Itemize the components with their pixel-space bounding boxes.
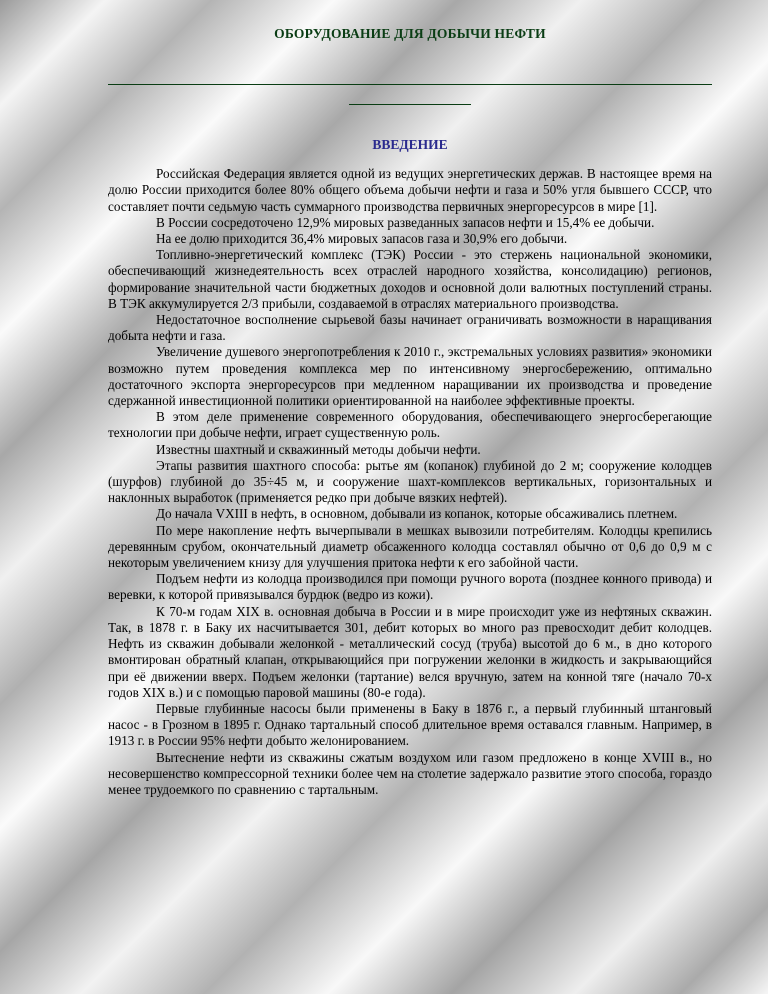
paragraph: На ее долю приходится 36,4% мировых запасов газа и 30,9% его добычи. [156, 231, 568, 247]
paragraph: В России сосредоточено 12,9% мировых разведанных запасов нефти и 15,4% ее добычи. [156, 214, 655, 230]
paragraph: К 70-м годам XIX в. основная добыча в России и в мире происходит уже из нефтяных скважин. Так, в 1878 г. в Баку их насчитывается 301, дебит которых во много раз превосходит дебит колодцев. Нефть из скважин добывали желонкой - металлический сосуд (труба) высотой до 6 м., в дно которого вмонтирован обратный клапан, открывающийся при погружении желонки в жидкость и закрывающийся при её движении вверх. Подъем желонки (тартание) велся вручную, затем на конной тяге (начало 70-х годов XIX в.) и с помощью паровой машины (80-е года). [108, 603, 712, 700]
paragraph: Вытеснение нефти из скважины сжатым воздухом или газом предложено в конце XVIII в., но несовершенство компрессорной техники более чем на столетие задержало развитие этого способа, гораздо менее трудоемкого по сравнению с тартальным. [108, 749, 712, 797]
document-content [108, 24, 712, 798]
paragraph: Известны шахтный и скважинный методы добычи нефти. [156, 441, 481, 457]
paragraph: Первые глубинные насосы были применены в Баку в 1876 г., а первый глубинный штанговый насос - в Грозном в 1895 г. Однако тартальный способ длительное время оставался главным. Например, в 1913 г. в России 95% нефти добыто желонированием. [108, 700, 712, 749]
section-heading: ВВЕДЕНИЕ [372, 137, 448, 152]
paragraph: Этапы развития шахтного способа: рытье ям (копанок) глубиной до 2 м; сооружение колодцев (шурфов) глубиной до 35÷45 м, и сооружение шахт-комплексов вертикальных, горизонтальных и наклонных выработок (применяется редко при добыче вязких нефтей). [108, 457, 712, 506]
paragraph: Подъем нефти из колодца производился при помощи ручного ворота (позднее конного привода) и веревки, к которой привязывался бурдюк (ведро из кожи). [108, 571, 712, 603]
paragraph: В этом деле применение современного оборудования, обеспечивающего энергосберегающие технологии при добыче нефти, играет существенную роль. [108, 409, 712, 441]
title-divider-short [349, 104, 471, 105]
document-title: ОБОРУДОВАНИЕ ДЛЯ ДОБЫЧИ НЕФТИ [274, 26, 546, 41]
document-body [108, 166, 712, 798]
title-divider-long [108, 84, 712, 85]
paragraph: Недостаточное восполнение сырьевой базы начинает ограничивать возможности в наращивания добыта нефти и газа. [108, 312, 712, 344]
paragraph: Российская Федерация является одной из ведущих энергетических держав. В настоящее время на долю России приходится более 80% общего объема добычи нефти и газа и 50% угля бывшего СССР, что составляет почти седьмую часть суммарного производства первичных энергоресурсов в мире [1]. [108, 166, 712, 214]
paragraph: Увеличение душевого энергопотребления к 2010 г., экстремальных условиях развития» экономики возможно путем проведения комплекса мер по интенсивному энергосбережению, оптимально достаточного экспорта энергоресурсов при медленном наращивании их производства и проведение сдержанной инвестиционной политики ориентированной на наиболее эффективные проекты. [108, 344, 712, 409]
paragraph: По мере накопление нефть вычерпывали в мешках вывозили потребителям. Колодцы крепились деревянным срубом, окончательный диаметр обсаженного колодца составлял обычно от 0,6 до 0,9 м с некоторым увеличением книзу для улучшения притока нефти к его забойной части. [108, 522, 712, 571]
paragraph: Топливно-энергетический комплекс (ТЭК) России - это стержень национальной экономики, обеспечивающий жизнедеятельность всех отраслей народного хозяйства, консолидацию) регионов, формирование значительной части бюджетных доходов и основной доли валютных поступлений страны. В ТЭК аккумулируется 2/3 прибыли, создаваемой в отраслях материального производства. [108, 247, 712, 311]
paragraph: До начала VXIII в нефть, в основном, добывали из копанок, которые обсаживались плетнем. [156, 506, 678, 522]
